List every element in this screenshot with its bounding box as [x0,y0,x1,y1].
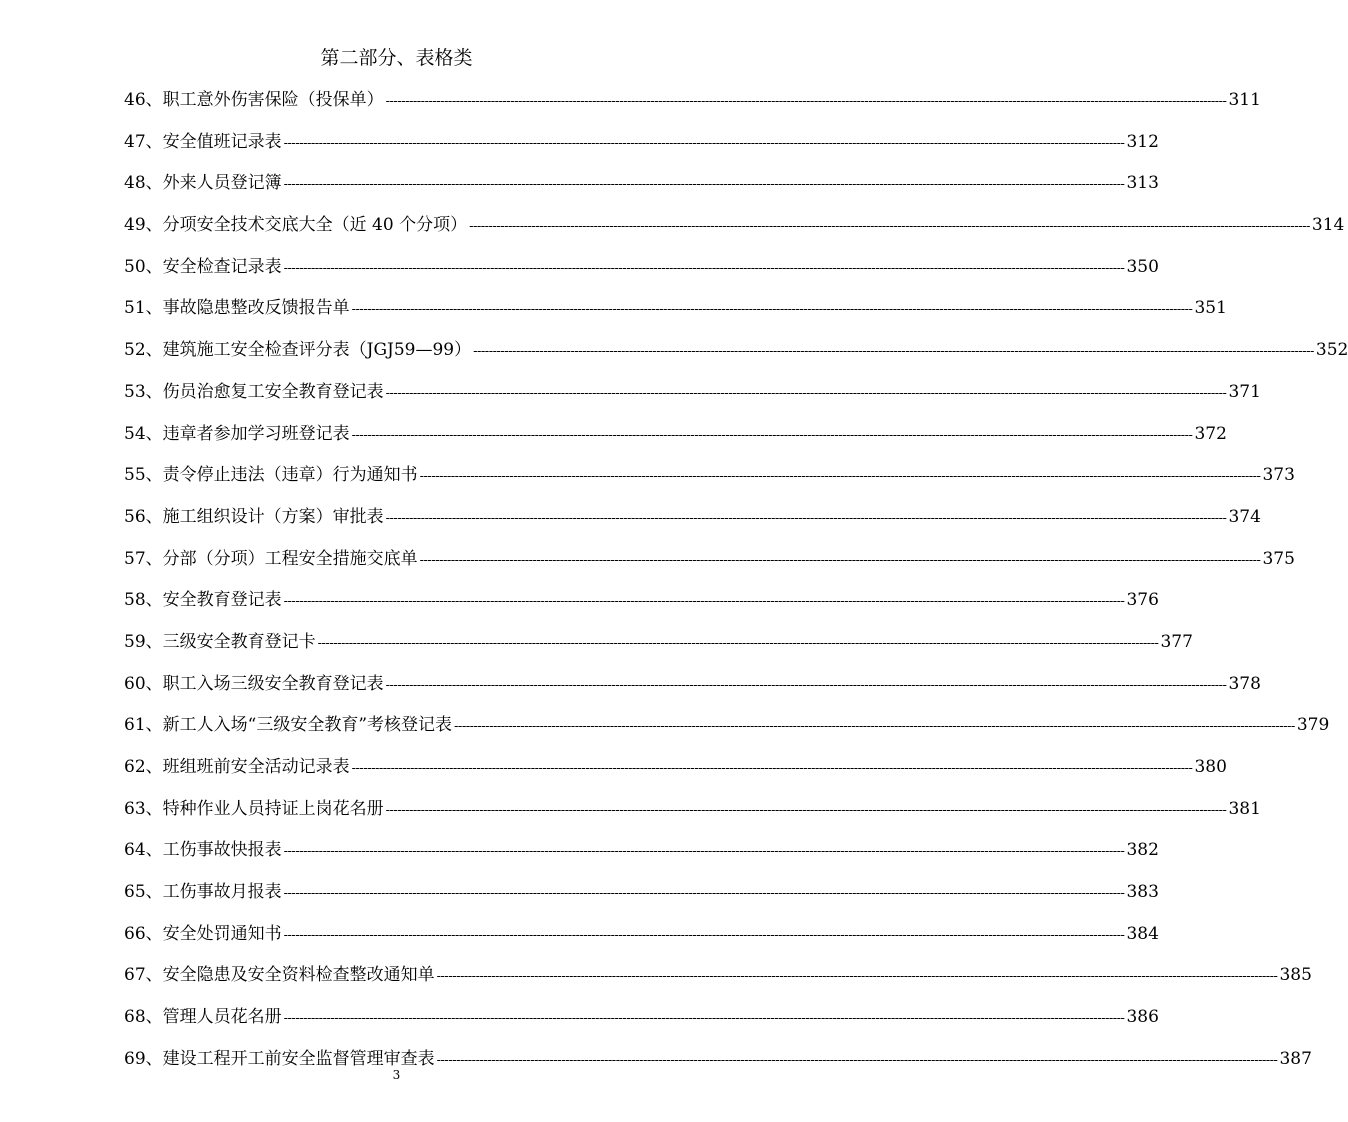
toc-entry-page: 379 [1296,715,1330,736]
toc-entry[interactable] [124,503,1261,545]
toc-entry[interactable] [124,586,1159,628]
toc-entry-title: 班组班前安全活动记录表 [162,757,350,777]
toc-entry-number: 63、 [124,798,163,819]
toc-entry-page: 350 [1126,256,1159,277]
toc-entry-number: 69、 [124,1048,163,1069]
toc-entry-title: 特种作业人员持证上岗花名册 [162,798,384,819]
toc-entry-page: 312 [1126,131,1159,152]
toc-entry-title: 伤员治愈复工安全教育登记表 [162,381,384,402]
toc-entry-title: 责令停止违法（违章）行为通知书 [162,465,418,486]
toc-leader-dashes [352,755,1193,783]
toc-leader-dashes [318,630,1159,658]
toc-entry-title: 安全教育登记表 [162,590,282,611]
toc-entry[interactable] [124,211,1345,253]
toc-leader-dashes [284,922,1125,950]
toc-entry[interactable] [124,711,1330,753]
toc-entry-page: 351 [1194,298,1227,319]
toc-entry[interactable] [124,253,1159,295]
toc-entry-number: 48、 [124,173,163,194]
toc-entry-number: 53、 [124,381,163,402]
toc-entry[interactable] [124,128,1159,170]
toc-entry-number: 67、 [124,965,163,986]
section-title: 第二部分、表格类 [320,47,473,69]
toc-entry-number: 55、 [124,465,163,486]
toc-entry-number: 58、 [124,590,163,611]
toc-leader-dashes [386,88,1227,116]
toc-entry[interactable] [124,461,1295,503]
toc-entry-page: 313 [1126,173,1159,194]
toc-entry-title: 新工人入场“三级安全教育”考核登记表 [162,715,453,736]
toc-entry-title: 建筑施工安全检查评分表（JGJ59—99） [162,340,472,361]
toc-entry-page: 377 [1160,631,1193,652]
toc-leader-dashes [420,463,1261,491]
table-of-contents [124,86,1348,1087]
toc-entry-number: 52、 [124,340,163,361]
toc-leader-dashes [454,713,1295,741]
toc-entry-page: 375 [1262,548,1295,569]
toc-entry-title: 职工意外伤害保险（投保单） [162,90,384,110]
toc-entry-title: 分项安全技术交底大全（近 40 个分项） [162,215,468,236]
toc-entry-title: 建设工程开工前安全监督管理审查表 [162,1048,435,1069]
toc-leader-dashes [473,338,1314,366]
toc-entry-page: 386 [1126,1007,1159,1028]
toc-entry-title: 安全检查记录表 [162,256,282,277]
toc-leader-dashes [352,422,1193,450]
toc-entry-title: 工伤事故月报表 [162,882,282,903]
toc-entry-number: 49、 [124,215,163,236]
toc-entry-title: 事故隐患整改反馈报告单 [162,298,350,319]
toc-entry-number: 60、 [124,673,163,694]
toc-entry[interactable] [124,920,1159,962]
toc-entry-page: 381 [1228,798,1261,819]
toc-entry-page: 372 [1194,423,1227,444]
toc-entry-page: 373 [1262,465,1295,486]
toc-entry-number: 50、 [124,256,163,277]
toc-entry-number: 51、 [124,298,163,319]
toc-entry-page: 387 [1279,1048,1312,1069]
toc-entry-page: 383 [1126,882,1159,903]
toc-entry-page: 376 [1126,590,1159,611]
toc-entry[interactable] [124,294,1227,336]
toc-entry-page: 311 [1228,90,1261,110]
toc-entry-number: 61、 [124,715,163,736]
toc-leader-dashes [386,380,1227,408]
toc-leader-dashes [284,588,1125,616]
toc-entry-title: 安全隐患及安全资料检查整改通知单 [162,965,435,986]
toc-entry[interactable] [124,420,1227,462]
toc-entry-page: 374 [1228,506,1261,527]
toc-leader-dashes [352,296,1193,324]
toc-entry[interactable] [124,753,1227,795]
toc-entry-page: 371 [1228,381,1261,402]
toc-leader-dashes [284,1005,1125,1033]
toc-entry[interactable] [124,1003,1159,1045]
toc-entry-title: 职工入场三级安全教育登记表 [162,673,384,694]
toc-leader-dashes [469,213,1310,241]
toc-entry-number: 62、 [124,757,163,777]
toc-entry[interactable] [124,336,1348,378]
toc-entry-number: 47、 [124,131,163,152]
toc-entry-number: 68、 [124,1007,163,1028]
toc-entry-number: 65、 [124,882,163,903]
toc-entry[interactable] [124,836,1159,878]
toc-entry-page: 378 [1228,673,1261,694]
toc-entry-number: 57、 [124,548,163,569]
toc-entry-page: 385 [1279,965,1312,986]
toc-entry-number: 64、 [124,840,163,861]
page-number: 3 [392,1068,401,1082]
toc-entry-page: 352 [1315,340,1348,361]
toc-entry-number: 56、 [124,506,163,527]
toc-entry-number: 66、 [124,923,163,944]
toc-leader-dashes [386,672,1227,700]
toc-entry-title: 外来人员登记簿 [162,173,282,194]
toc-entry-page: 314 [1311,215,1345,236]
toc-leader-dashes [437,963,1278,991]
toc-leader-dashes [284,171,1125,199]
toc-leader-dashes [284,255,1125,283]
toc-entry[interactable] [124,628,1193,670]
toc-leader-dashes [386,797,1227,825]
toc-entry-page: 384 [1126,923,1159,944]
toc-entry-title: 三级安全教育登记卡 [162,631,316,652]
toc-entry-title: 分部（分项）工程安全措施交底单 [162,548,418,569]
toc-entry[interactable] [124,545,1295,587]
toc-entry-number: 54、 [124,423,163,444]
toc-leader-dashes [420,547,1261,575]
toc-entry-number: 46、 [124,90,163,110]
toc-entry-title: 施工组织设计（方案）审批表 [162,506,384,527]
toc-entry-title: 管理人员花名册 [162,1007,282,1028]
toc-entry-page: 380 [1194,757,1227,777]
toc-leader-dashes [284,130,1125,158]
toc-leader-dashes [284,880,1125,908]
toc-entry-page: 382 [1126,840,1159,861]
toc-entry[interactable] [124,670,1261,712]
toc-entry[interactable] [124,795,1261,837]
toc-entry[interactable] [124,878,1159,920]
toc-entry[interactable] [124,169,1159,211]
toc-entry[interactable] [124,961,1312,1003]
toc-leader-dashes [284,838,1125,866]
toc-leader-dashes [386,505,1227,533]
toc-entry[interactable] [124,86,1261,128]
toc-entry-title: 安全处罚通知书 [162,923,282,944]
toc-entry-number: 59、 [124,631,163,652]
toc-entry-title: 安全值班记录表 [162,131,282,152]
toc-entry[interactable] [124,378,1261,420]
toc-entry-title: 工伤事故快报表 [162,840,282,861]
toc-entry-title: 违章者参加学习班登记表 [162,423,350,444]
